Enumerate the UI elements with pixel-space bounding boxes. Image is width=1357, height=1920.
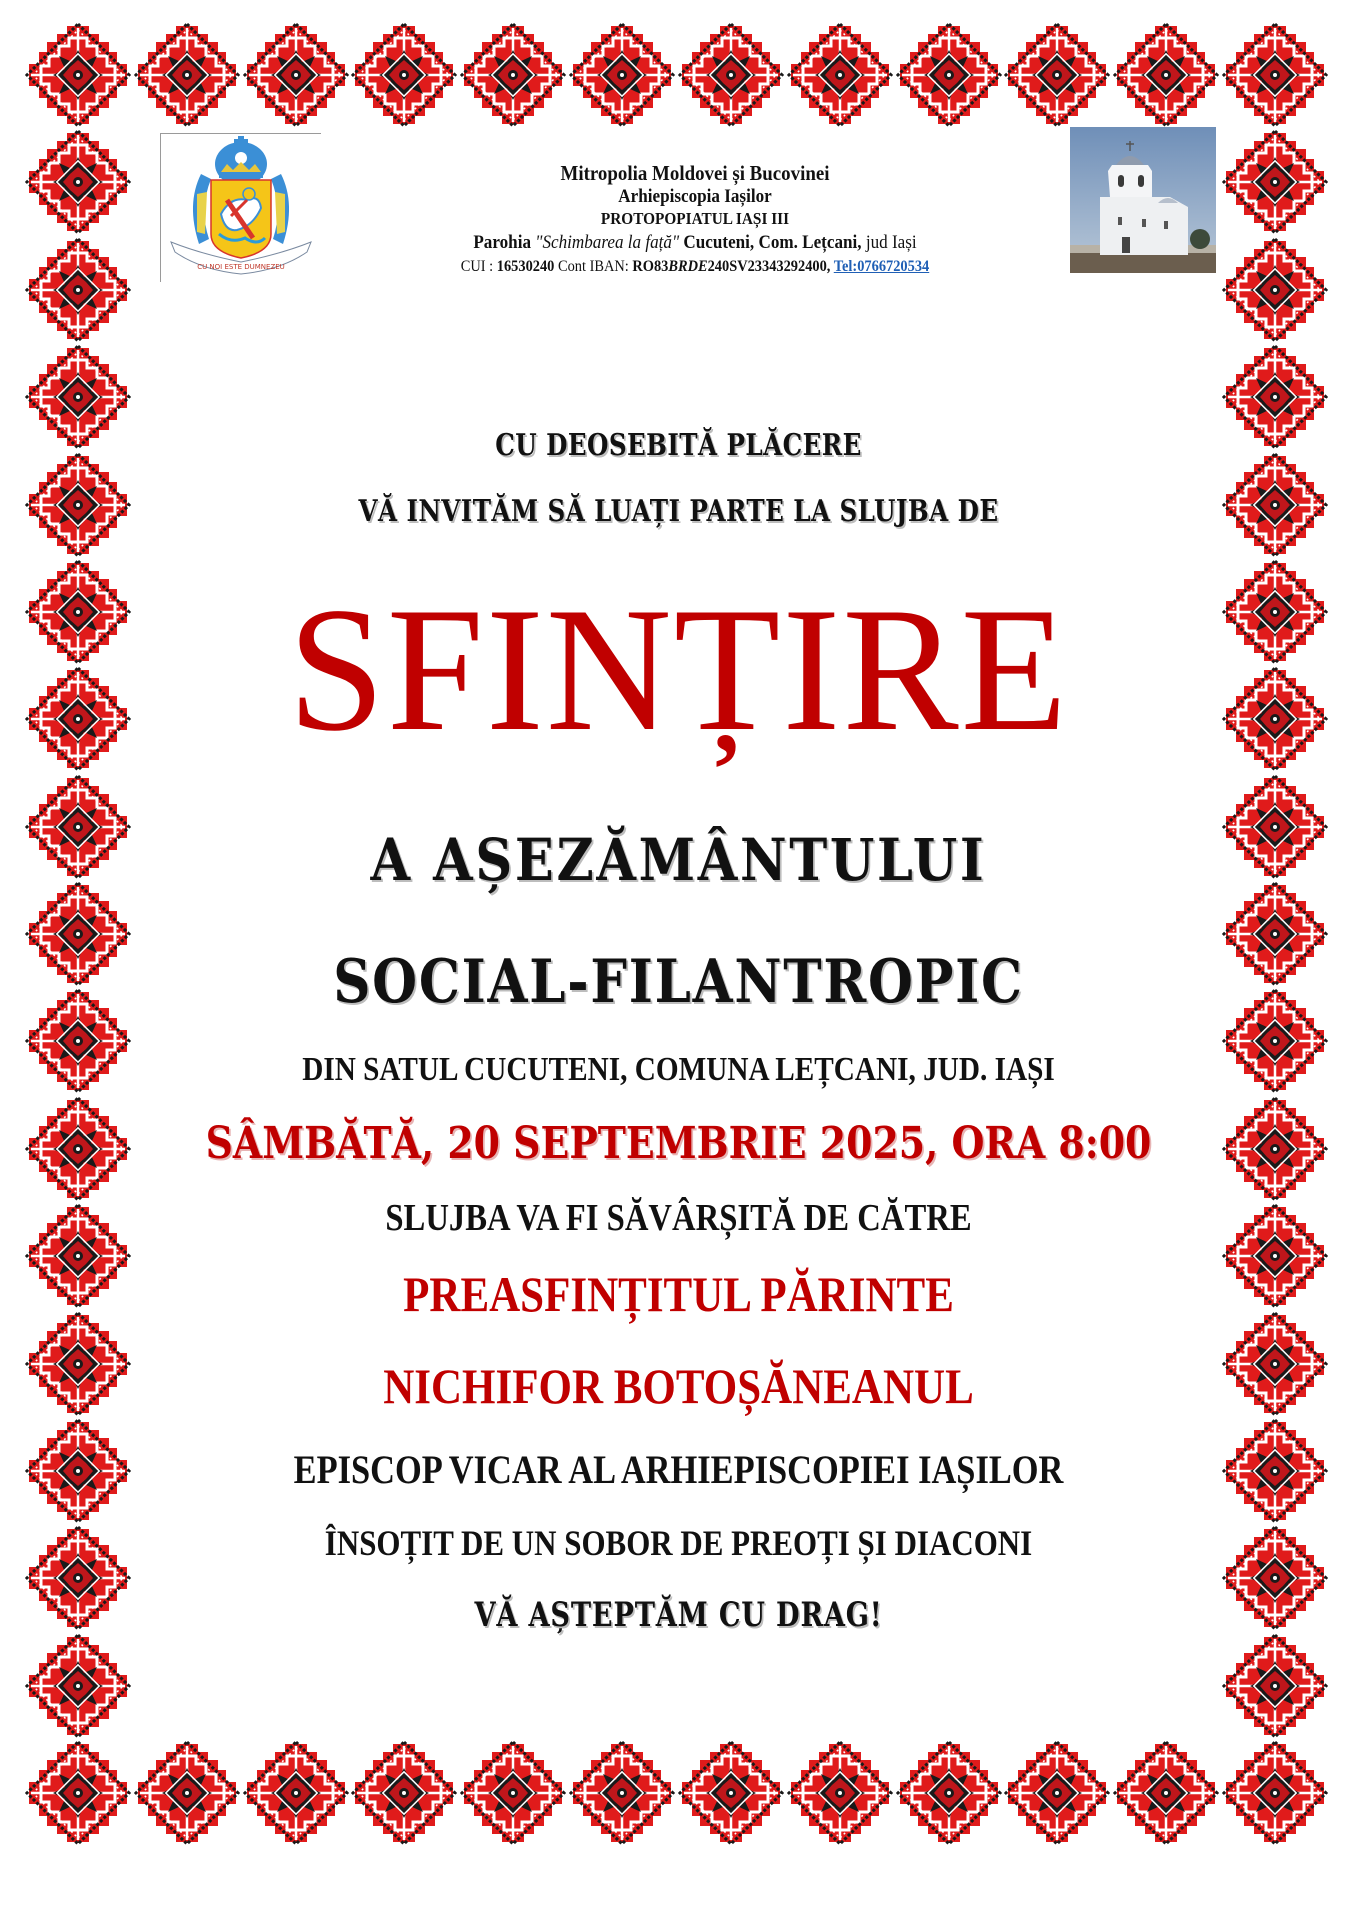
romanian-embroidery-motif-icon — [896, 22, 1002, 128]
romanian-embroidery-motif-icon — [460, 22, 566, 128]
parish-location: Cucuteni, Com. Lețcani, — [679, 232, 862, 253]
officiant-intro: SLUJBA VA FI SĂVÂRȘITĂ DE CĂTRE — [385, 1197, 972, 1239]
bishop-role: EPISCOP VICAR AL ARHIEPISCOPIEI IAȘILOR — [293, 1447, 1064, 1492]
event-subtitle-2: SOCIAL-FILANTROPIC — [333, 947, 1024, 1017]
coat-of-arms-icon — [161, 134, 321, 282]
romanian-embroidery-motif-icon — [787, 1740, 893, 1846]
romanian-embroidery-motif-icon — [1004, 22, 1110, 128]
parish-county: jud Iași — [861, 232, 917, 253]
romanian-embroidery-motif-icon — [1222, 344, 1328, 450]
protopopiat-name: PROTOPOPIATUL IAȘI III — [600, 209, 790, 228]
event-title: SFINȚIRE — [287, 570, 1070, 768]
romanian-embroidery-motif-icon — [1222, 452, 1328, 558]
parish-header — [330, 160, 1060, 279]
romanian-embroidery-motif-icon — [25, 344, 131, 450]
romanian-embroidery-motif-icon — [25, 452, 131, 558]
logo-motto: CU NOI ESTE DUMNEZEU — [197, 263, 285, 271]
romanian-embroidery-motif-icon — [678, 22, 784, 128]
romanian-embroidery-motif-icon — [1222, 1633, 1328, 1739]
romanian-embroidery-motif-icon — [1222, 237, 1328, 343]
cui-value: 16530240 — [496, 258, 555, 275]
event-location: DIN SATUL CUCUTENI, COMUNA LEȚCANI, JUD. IAȘI — [302, 1051, 1055, 1088]
romanian-embroidery-motif-icon — [1004, 1740, 1110, 1846]
coat-of-arms-logo — [160, 133, 321, 282]
parish-dedication: "Schimbarea la față" — [535, 232, 680, 253]
metropolis-name: Mitropolia Moldovei și Bucovinei — [560, 161, 830, 185]
romanian-embroidery-motif-icon — [243, 1740, 349, 1846]
romanian-embroidery-motif-icon — [1113, 1740, 1219, 1846]
romanian-embroidery-motif-icon — [1222, 1740, 1328, 1846]
cui-label: CUI : — [460, 258, 497, 275]
romanian-embroidery-motif-icon — [243, 22, 349, 128]
romanian-embroidery-motif-icon — [25, 1740, 131, 1846]
romanian-embroidery-motif-icon — [787, 22, 893, 128]
iban-value-part2: BRDE — [668, 258, 708, 275]
romanian-embroidery-motif-icon — [351, 1740, 457, 1846]
romanian-embroidery-motif-icon — [25, 1633, 131, 1739]
invitation-text: VĂ INVITĂM SĂ LUAȚI PARTE LA SLUJBA DE — [358, 494, 999, 529]
romanian-embroidery-motif-icon — [134, 1740, 240, 1846]
invitation-intro: CU DEOSEBITĂ PLĂCERE — [495, 428, 862, 463]
iban-value-part3: 240SV23343292400 — [707, 258, 827, 275]
romanian-embroidery-motif-icon — [569, 22, 675, 128]
romanian-embroidery-motif-icon — [351, 22, 457, 128]
romanian-embroidery-motif-icon — [1222, 129, 1328, 235]
iban-label: Cont IBAN: — [554, 258, 633, 275]
church-photo-icon — [1070, 127, 1216, 273]
parish-name — [367, 230, 1024, 255]
separator: , — [826, 258, 834, 275]
closing-message: VĂ AȘTEPTĂM CU DRAG! — [474, 1595, 883, 1635]
romanian-embroidery-motif-icon — [678, 1740, 784, 1846]
romanian-embroidery-motif-icon — [1113, 22, 1219, 128]
romanian-embroidery-motif-icon — [896, 1740, 1002, 1846]
romanian-embroidery-motif-icon — [25, 237, 131, 343]
clergy-assistance: ÎNSOȚIT DE UN SOBOR DE PREOȚI ȘI DIACONI — [324, 1523, 1033, 1563]
parish-contact — [367, 255, 1024, 279]
phone-link[interactable]: Tel:0766720534 — [833, 258, 930, 275]
event-subtitle-1: A AȘEZĂMÂNTULUI — [370, 826, 987, 894]
romanian-embroidery-motif-icon — [134, 22, 240, 128]
romanian-embroidery-motif-icon — [569, 1740, 675, 1846]
bishop-name: NICHIFOR BOTOȘĂNEANUL — [383, 1358, 974, 1414]
romanian-embroidery-motif-icon — [460, 1740, 566, 1846]
romanian-embroidery-motif-icon — [25, 129, 131, 235]
archdiocese-name: Arhiepiscopia Iașilor — [618, 186, 772, 207]
romanian-embroidery-motif-icon — [1222, 22, 1328, 128]
parish-prefix: Parohia — [473, 232, 536, 253]
bishop-title: PREASFINȚITUL PĂRINTE — [403, 1266, 954, 1322]
iban-value-part1: RO83 — [632, 258, 669, 275]
church-photo — [1070, 127, 1216, 273]
romanian-embroidery-motif-icon — [25, 22, 131, 128]
event-date: SÂMBĂTĂ, 20 SEPTEMBRIE 2025, ORA 8:00 — [205, 1118, 1152, 1169]
